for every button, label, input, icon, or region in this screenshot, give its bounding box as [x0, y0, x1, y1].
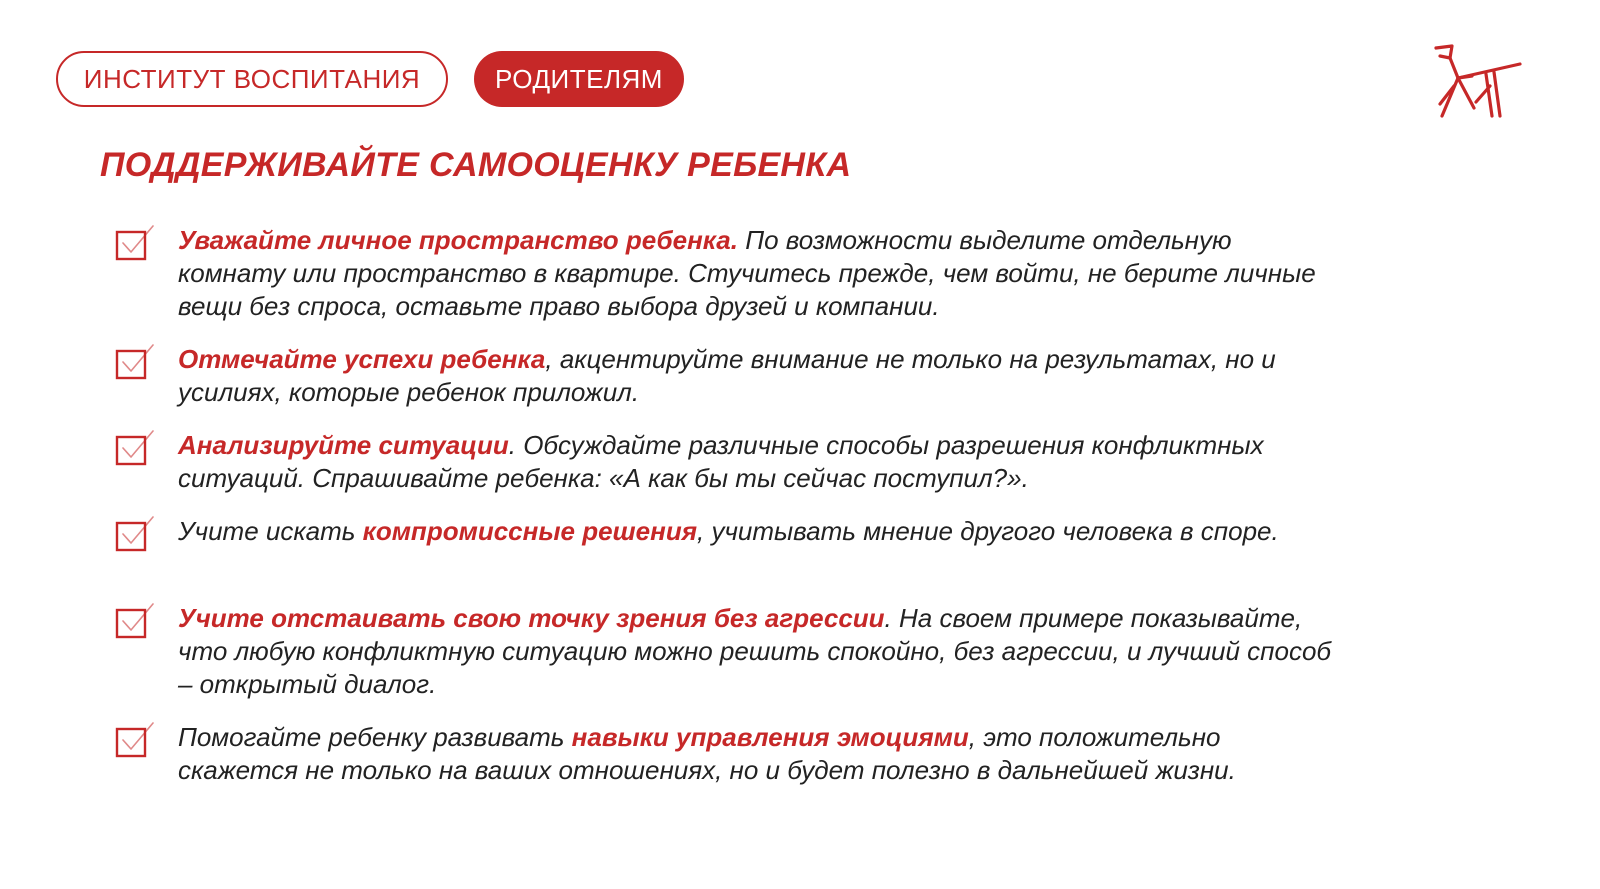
- body-text: , это положительно скажется не только на ваших отношениях, но и будет полезно в дальнейшей жизни.: [178, 722, 1236, 785]
- checkbox-checked-icon: [112, 427, 156, 467]
- checkbox-checked-icon: [112, 719, 156, 759]
- highlight-text: Учите отстаивать свою точку зрения без агрессии: [178, 603, 885, 633]
- body-text: , учитывать мнение другого человека в споре.: [697, 516, 1279, 546]
- body-text: Учите искать: [178, 516, 363, 546]
- checklist-item-text: [178, 721, 1338, 787]
- checklist-item: [112, 721, 1372, 787]
- checkbox-checked-icon: [112, 341, 156, 381]
- highlight-text: компромиссные решения: [362, 516, 698, 546]
- checklist-item-text: [178, 343, 1338, 409]
- parents-tag-label: РОДИТЕЛЯМ: [495, 63, 663, 94]
- checklist-item: [112, 602, 1372, 701]
- body-text: Помогайте ребенку развивать: [178, 722, 572, 752]
- highlight-text: Уважайте личное пространство ребенка.: [178, 225, 738, 255]
- checkbox-checked-icon: [112, 222, 156, 262]
- body-text: По возможности выделите отдельную комнату или пространство в квартире. Стучитесь прежде, чем войти, не берите личные вещи без спроса, оставьте право выбора друзей и компании.: [178, 225, 1316, 321]
- checkbox-checked-icon: [112, 513, 156, 553]
- body-text: , акцентируйте внимание не только на результатах, но и усилиях, которые ребенок приложил.: [178, 344, 1276, 407]
- highlight-text: Отмечайте успехи ребенка: [178, 344, 546, 374]
- checklist-item-text: [178, 429, 1338, 495]
- checklist-item: [112, 224, 1372, 323]
- institute-tag-label: ИНСТИТУТ ВОСПИТАНИЯ: [83, 63, 421, 94]
- page-title: ПОДДЕРЖИВАЙТЕ САМООЦЕНКУ РЕБЕНКА: [100, 146, 852, 184]
- checklist-item: [112, 343, 1372, 409]
- highlight-text: навыки управления эмоциями: [571, 722, 969, 752]
- checklist-item-text: [178, 602, 1338, 701]
- checklist-item-text: [178, 224, 1338, 323]
- body-text: . Обсуждайте различные способы разрешения конфликтных ситуаций. Спрашивайте ребенка: «А как бы ты сейчас поступил?».: [178, 430, 1264, 493]
- checklist-item: [112, 429, 1372, 495]
- checklist-item: [112, 515, 1372, 553]
- checklist-item-text: [178, 515, 1338, 548]
- body-text: . На своем примере показывайте, что любую конфликтную ситуацию можно решить спокойно, без агрессии, и лучший способ – открытый диалог.: [178, 603, 1332, 699]
- highlight-text: Анализируйте ситуации: [178, 430, 509, 460]
- checkbox-checked-icon: [112, 600, 156, 640]
